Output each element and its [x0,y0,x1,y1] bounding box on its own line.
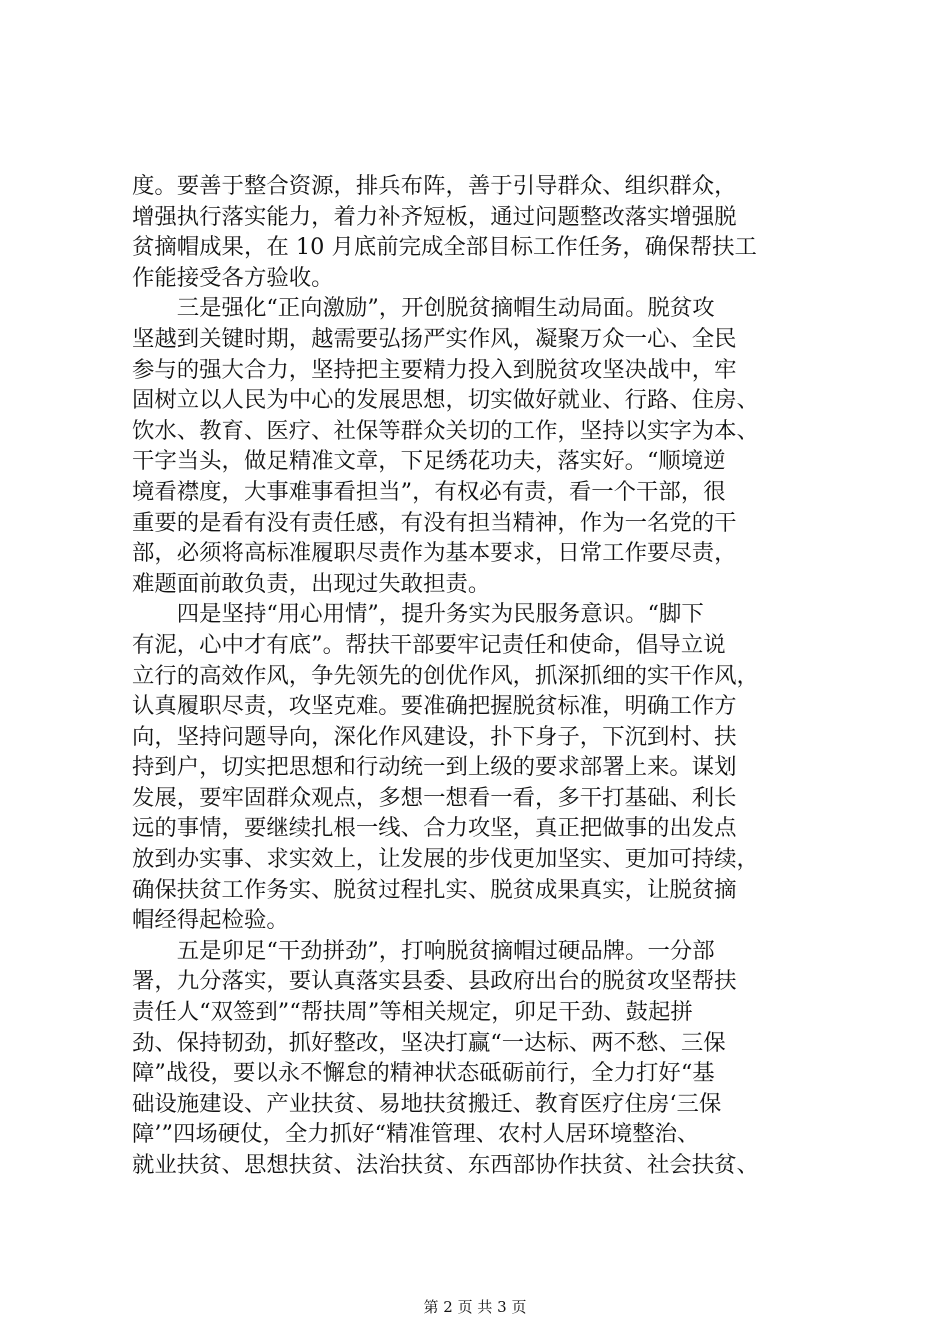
text-line: 参与的强大合力，坚持把主要精力投入到脱贫攻坚决战中，牢 [132,356,737,383]
text-line: 础设施建设、产业扶贫、易地扶贫搬迁、教育医疗住房‘三保 [132,1090,722,1117]
text-line: 固树立以人民为中心的发展思想，切实做好就业、行路、住房、 [132,387,759,414]
text-line: 署，九分落实，要认真落实县委、县政府出台的脱贫攻坚帮扶 [132,968,737,995]
text-line: 障’”四场硬仗，全力抓好“精准管理、农村人居环境整治、 [132,1121,700,1148]
text-line: 向，坚持问题导向，深化作风建设，扑下身子，下沉到村、扶 [132,723,737,750]
text-line: 障”战役，要以永不懈怠的精神状态砥砺前行，全力打好“基 [132,1060,715,1087]
text-line: 认真履职尽责，攻坚克难。要准确把握脱贫标准，明确工作方 [132,693,737,720]
text-line: 四是坚持“用心用情”，提升务实为民服务意识。“脚下 [132,601,704,628]
text-line: 贫摘帽成果，在 10 月底前完成全部目标工作任务，确保帮扶工 [132,234,757,261]
body-text [132,171,832,1181]
page-number-footer: 第 2 页 共 3 页 [423,1298,527,1316]
text-line: 立行的高效作风，争先领先的创优作风，抓深抓细的实干作风， [132,662,759,689]
text-line: 增强执行落实能力，着力补齐短板，通过问题整改落实增强脱 [132,203,737,230]
text-line: 确保扶贫工作务实、脱贫过程扎实、脱贫成果真实，让脱贫摘 [132,876,737,903]
text-line: 放到办实事、求实效上，让发展的步伐更加坚实、更加可持续， [132,846,759,873]
text-line: 坚越到关键时期，越需要弘扬严实作风，凝聚万众一心、全民 [132,325,737,352]
text-line: 持到户，切实把思想和行动统一到上级的要求部署上来。谋划 [132,754,737,781]
text-line: 五是卯足“干劲拼劲”，打响脱贫摘帽过硬品牌。一分部 [132,937,715,964]
text-line: 干字当头，做足精准文章，下足绣花功夫，落实好。“顺境逆 [132,448,726,475]
text-line: 难题面前敢负责，出现过失敢担责。 [132,570,491,597]
text-line: 责任人“双签到”“帮扶周”等相关规定，卯足干劲、鼓起拼 [132,999,693,1026]
text-line: 重要的是看有没有责任感，有没有担当精神，作为一名党的干 [132,509,737,536]
text-line: 三是强化“正向激励”，开创脱贫摘帽生动局面。脱贫攻 [132,295,715,322]
text-line: 发展，要牢固群众观点，多想一想看一看，多干打基础、利长 [132,784,737,811]
text-line: 部，必须将高标准履职尽责作为基本要求，日常工作要尽责， [132,540,737,567]
text-line: 作能接受各方验收。 [132,264,334,291]
text-line: 就业扶贫、思想扶贫、法治扶贫、东西部协作扶贫、社会扶贫、 [132,1152,759,1178]
text-line: 饮水、教育、医疗、社保等群众关切的工作，坚持以实字为本、 [132,417,759,444]
text-line: 远的事情，要继续扎根一线、合力攻坚，真正把做事的出发点 [132,815,737,842]
text-line: 劲、保持韧劲，抓好整改，坚决打赢“一达标、两不愁、三保 [132,1029,726,1056]
text-line: 度。要善于整合资源，排兵布阵，善于引导群众、组织群众， [132,173,737,199]
text-line: 帽经得起检验。 [132,907,289,934]
text-line: 有泥，心中才有底”。帮扶干部要牢记责任和使命，倡导立说 [132,631,726,658]
text-line: 境看襟度，大事难事看担当”，有权必有责，看一个干部，很 [132,478,726,505]
